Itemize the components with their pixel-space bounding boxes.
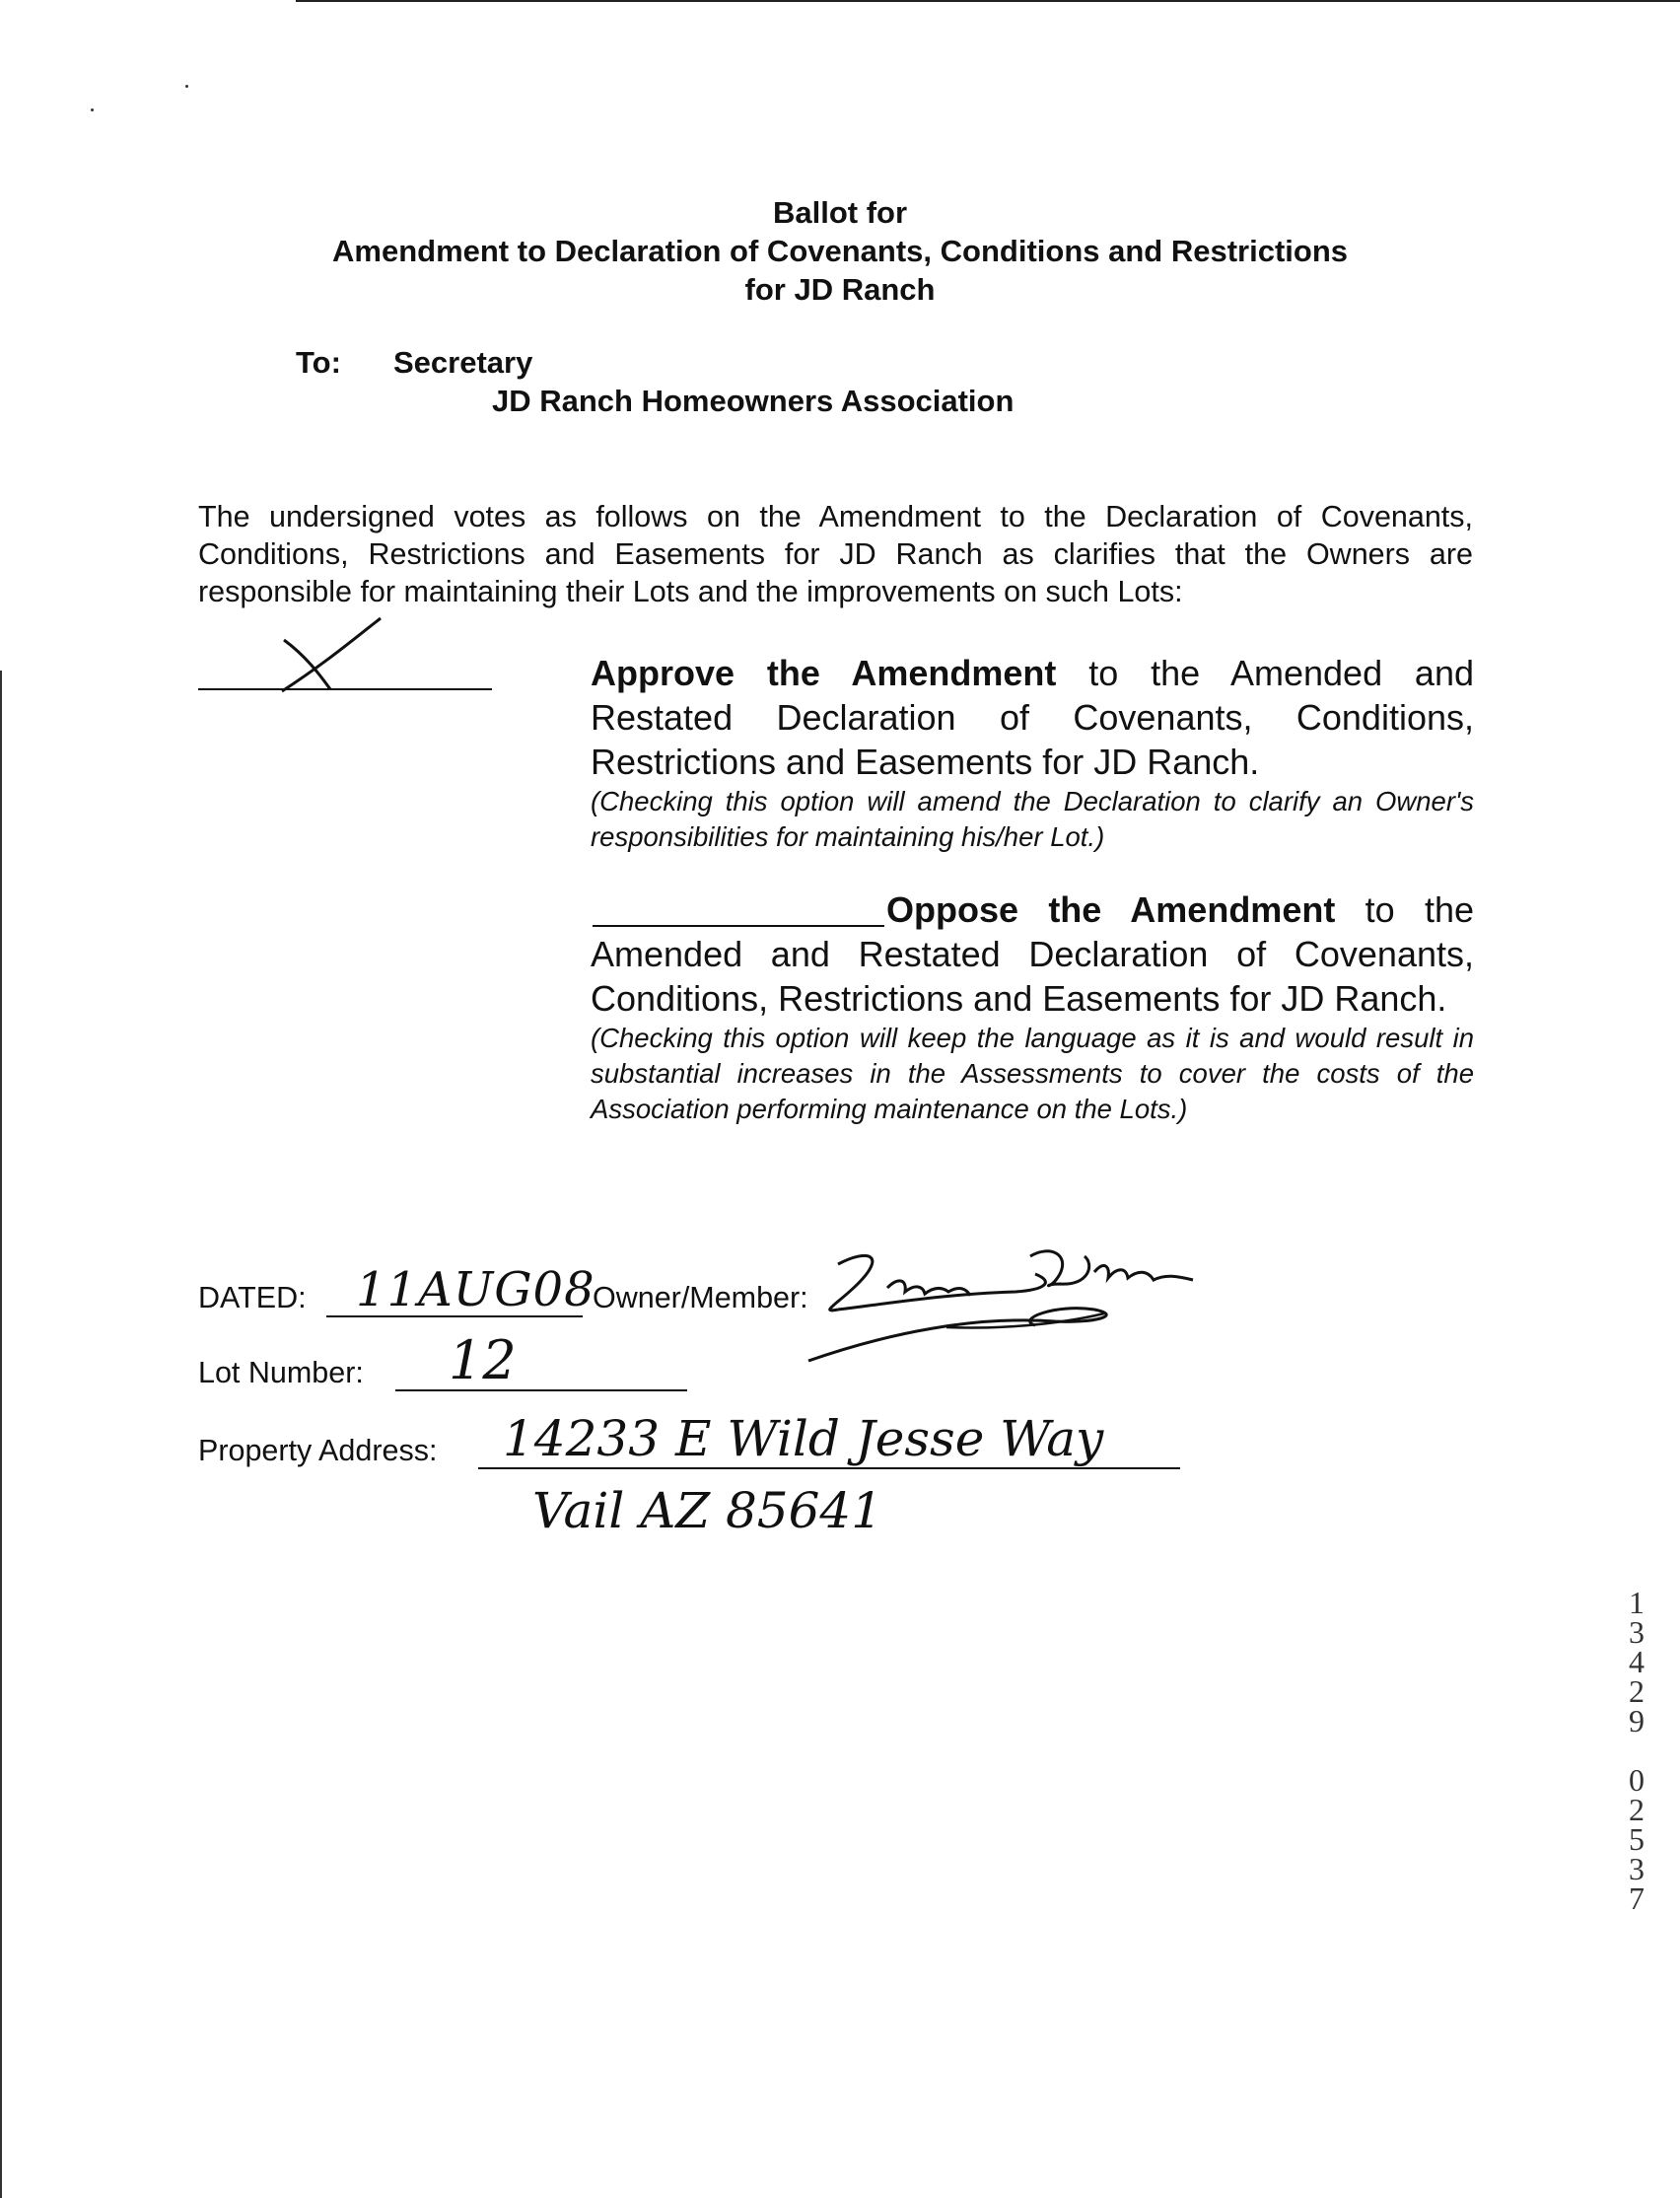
address-line-2: Vail AZ 85641 [532,1482,883,1539]
control-number-char: 4 [1629,1644,1645,1679]
lot-label: Lot Number: [198,1356,364,1389]
address-label: Property Address: [198,1434,438,1467]
title-line-1: Ballot for [772,195,908,230]
approve-check-mark [276,616,394,695]
address-line[interactable] [478,1467,1180,1469]
approve-option [591,651,1474,855]
address-line-1: 14233 E Wild Jesse Way [503,1410,1104,1467]
approve-note: (Checking this option will amend the Declaration to clarify an Owner's responsibilities for maintaining his/her Lot.) [591,786,1474,852]
lot-value: 12 [449,1329,517,1391]
oppose-note: (Checking this option will keep the language as it is and would result in substantial increases in the Assessments to cover the costs of the Association performing maintenance on the Lots.) [591,1023,1474,1124]
owner-signature [799,1244,1223,1383]
approve-text: to the Amended and Restated Declaration of Covenants, Conditions, Restrictions and Easements for JD Ranch. [591,653,1474,782]
to-label: To: [296,345,341,380]
control-number-char: 3 [1629,1851,1645,1886]
oppose-option [591,887,1474,1127]
dated-label: DATED: [198,1281,307,1314]
control-number-char: 3 [1629,1614,1645,1650]
control-number-char [1617,1736,1656,1765]
title-line-2: Amendment to Declaration of Covenants, Conditions and Restrictions [332,234,1348,268]
lot-line[interactable] [395,1389,687,1391]
control-number-char: 0 [1629,1762,1645,1798]
owner-label: Owner/Member: [593,1281,808,1314]
oppose-heading: Oppose the Amendment [886,889,1336,930]
control-number-digits [1617,1585,1656,1916]
recipient-organization: JD Ranch Homeowners Association [492,384,1015,418]
scan-speck [91,108,94,111]
recipient-title: Secretary [393,345,533,380]
oppose-text: to the Amended and Restated Declaration of Covenants, Conditions, Restrictions and Easements for JD Ranch. [591,889,1474,1019]
dated-value: 11AUG08 [356,1262,595,1317]
scan-edge-top [296,0,1680,2]
control-number-char: 2 [1629,1792,1645,1827]
control-number-char: 1 [1629,1585,1645,1620]
document-title [0,193,1680,309]
document-control-number [1617,1585,1656,1916]
control-number-char: 2 [1629,1673,1645,1709]
control-number-char: 7 [1629,1880,1645,1916]
ballot-intro: The undersigned votes as follows on the Amendment to the Declaration of Covenants, Conditions, Restrictions and Easements for JD Ranch as clarifies that the Owners are responsible for maintaining their Lots and the improvements on such Lots: [198,500,1473,608]
title-line-3: for JD Ranch [744,272,936,307]
scan-edge-left [0,671,2,2198]
control-number-char: 5 [1629,1821,1645,1857]
approve-heading: Approve the Amendment [591,653,1057,693]
scan-speck [185,85,188,88]
control-number-char: 9 [1629,1703,1645,1738]
